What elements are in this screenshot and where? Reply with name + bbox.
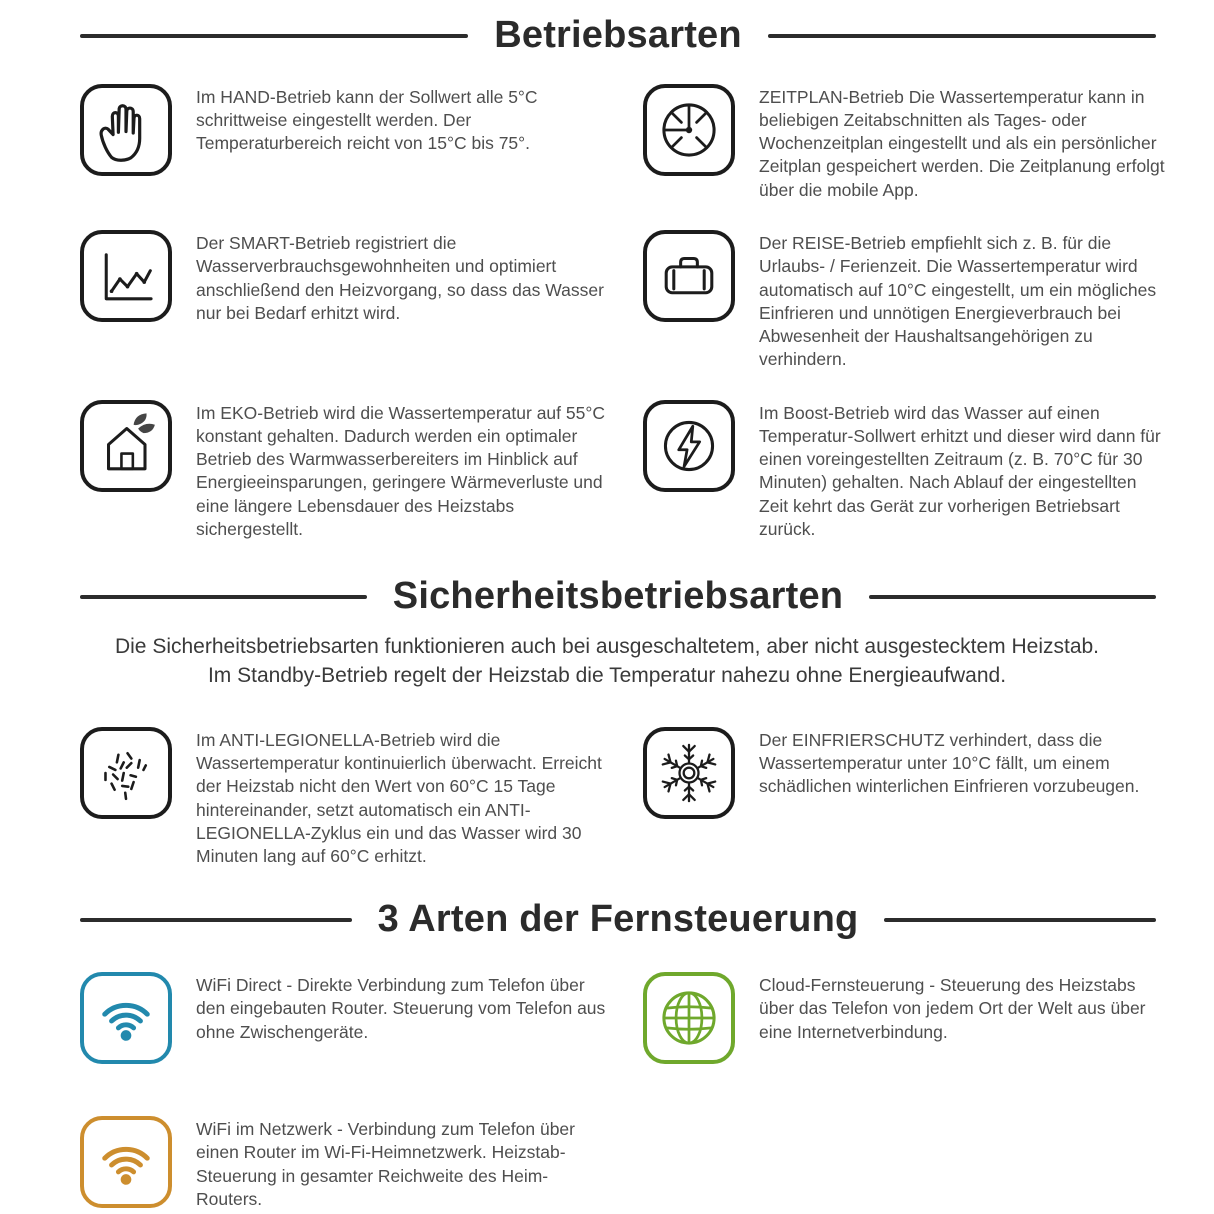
section-title: Sicherheitsbetriebsarten <box>392 575 844 618</box>
mode-description: Im HAND-Betrieb kann der Sollwert alle 5°C schrittweise eingestellt werden. Der Temperaturbereich reicht von 15°C bis 75°. <box>196 86 538 154</box>
mode-item-eko <box>80 400 607 542</box>
wifi-icon <box>80 972 172 1064</box>
snowflake-icon <box>643 727 735 819</box>
heading-rule-right <box>768 34 1156 38</box>
safety-modes-grid <box>0 727 1214 869</box>
mode-item-smart <box>80 230 607 372</box>
mode-description: Im EKO-Betrieb wird die Wassertemperatur auf 55°C konstant gehalten. Dadurch werden ein optimaler Betrieb des Warmwasserbereiters im Hinblick auf Energieeinsparungen, geringere Wärmeverluste und eine längere Lebensdauer des Heizstabs sichergestellt. <box>196 402 605 539</box>
mode-item-boost <box>643 400 1170 542</box>
mode-item-einfrierschutz <box>643 727 1170 869</box>
heading-rule-left <box>80 918 352 922</box>
hand-icon <box>80 84 172 176</box>
operating-modes-grid <box>0 84 1214 542</box>
section-heading-safety-modes <box>80 575 1156 619</box>
mode-description: ZEITPLAN-Betrieb Die Wassertemperatur kann in beliebigen Zeitabschnitten als Tages- oder Wochenzeitplan eingestellt und als ein persönlicher Zeitplan gespeichert werden. Die Zeitplanung erfolgt über die mobile App. <box>759 86 1165 200</box>
mode-item-anti-legionella <box>80 727 607 869</box>
mode-item-reise <box>643 230 1170 372</box>
remote-description: WiFi Direct - Direkte Verbindung zum Telefon über den eingebauten Router. Steuerung vom Telefon aus ohne Zwischengeräte. <box>196 975 606 1042</box>
mode-item-zeitplan <box>643 84 1170 202</box>
clock-icon <box>643 84 735 176</box>
heading-rule-left <box>80 34 468 38</box>
grid-spacer <box>643 1116 1170 1211</box>
mode-description: Der EINFRIERSCHUTZ verhindert, dass die Wassertemperatur unter 10°C fällt, um einem schädlichen winterlichen Einfrieren vorzubeugen. <box>759 729 1140 797</box>
heading-rule-left <box>80 595 367 599</box>
heading-rule-right <box>869 595 1156 599</box>
section-title: Betriebsarten <box>494 14 742 56</box>
mode-description: Der SMART-Betrieb registriert die Wasserverbrauchsgewohnheiten und optimiert anschließend den Heizvorgang, so dass das Wasser nur bei Bedarf erhitzt wird. <box>196 233 604 323</box>
remote-control-grid <box>0 972 1214 1211</box>
bacteria-icon <box>80 727 172 819</box>
suitcase-icon <box>643 230 735 322</box>
wifi-icon <box>80 1116 172 1208</box>
boost-lightning-icon <box>643 400 735 492</box>
globe-icon <box>643 972 735 1064</box>
mode-description: Im Boost-Betrieb wird das Wasser auf einen Temperatur-Sollwert erhitzt und dieser wird dann für einen voreingestellten Zeitraum (z. B. 70°C für 30 Minuten) gehalten. Nach Ablauf der eingestellten Zeit kehrt das Gerät zur vorherigen Betriebsart zurück. <box>759 402 1161 539</box>
section-title: 3 Arten der Fernsteuerung <box>377 898 859 941</box>
mode-description: Im ANTI-LEGIONELLA-Betrieb wird die Wassertemperatur kontinuierlich überwacht. Erreicht der Heizstab nicht den Wert von 60°C 15 Tage hintereinander, setzt automatisch ein ANTI-LEGIONELLA-Zyklus ein und das Wasser wird 30 Minuten lang auf 60°C erhitzt. <box>196 729 602 867</box>
remote-description: Cloud-Fernsteuerung - Steuerung des Heizstabs über das Telefon von jedem Ort der Welt aus über eine Internetverbindung. <box>759 975 1146 1042</box>
remote-description: WiFi im Netzwerk - Verbindung zum Telefon über einen Router im Wi-Fi-Heimnetzwerk. Heizstab-Steuerung in gesamter Reichweite des Heim-Routers. <box>196 1119 575 1209</box>
section-heading-remote-control <box>80 898 1156 942</box>
mode-item-hand <box>80 84 607 202</box>
mode-description: Der REISE-Betrieb empfiehlt sich z. B. für die Urlaubs- / Ferienzeit. Die Wassertemperatur wird automatisch auf 10°C eingestellt, um ein mögliches Einfrieren und unnötigen Energieverbrauch bei Abwesenheit der Haushaltsangehörigen zu verhindern. <box>759 233 1157 370</box>
remote-item-wifi-direct <box>80 972 607 1064</box>
eco-house-icon <box>80 400 172 492</box>
remote-item-wifi-network <box>80 1116 607 1211</box>
safety-modes-intro: Die Sicherheitsbetriebsarten funktionieren auch bei ausgeschaltetem, aber nicht ausgestecktem Heizstab. Im Standby-Betrieb regelt der Heizstab die Temperatur nahezu ohne Energieaufwand. <box>114 634 1100 687</box>
heading-rule-right <box>884 918 1156 922</box>
remote-item-cloud <box>643 972 1170 1064</box>
section-heading-operating-modes <box>80 14 1156 58</box>
chart-icon <box>80 230 172 322</box>
